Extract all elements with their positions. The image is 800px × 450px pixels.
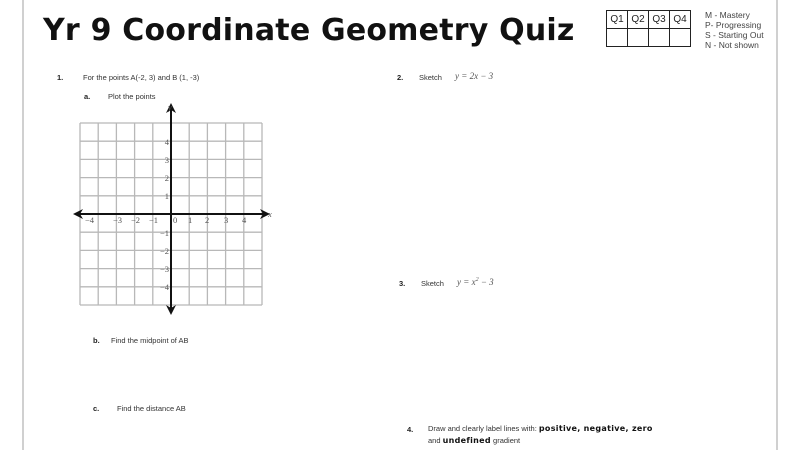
y-tick: 2 xyxy=(164,173,169,183)
y-tick: 1 xyxy=(164,191,169,201)
x-tick: −3 xyxy=(112,215,122,225)
y-tick: −2 xyxy=(159,246,169,256)
legend-progressing: P- Progressing xyxy=(705,20,762,30)
score-header-q2: Q2 xyxy=(628,11,649,29)
q3-equation-tail: − 3 xyxy=(478,277,494,287)
q1-text: For the points A(-2, 3) and B (1, -3) xyxy=(83,73,200,82)
y-axis-label: y xyxy=(168,102,172,112)
y-tick: −1 xyxy=(159,228,169,238)
q4-text-3: gradient xyxy=(493,436,521,445)
y-tick: 3 xyxy=(164,155,169,165)
y-tick: 4 xyxy=(164,137,169,147)
legend-not-shown: N - Not shown xyxy=(705,40,759,50)
q1c-label: c. xyxy=(93,404,100,413)
score-header-q3: Q3 xyxy=(649,11,670,29)
q2-equation: y = 2x − 3 xyxy=(455,71,494,81)
x-tick: 2 xyxy=(205,215,210,225)
x-tick: 4 xyxy=(242,215,247,225)
x-tick: 1 xyxy=(188,215,193,225)
x-axis-label: x xyxy=(268,209,272,219)
x-tick: 0 xyxy=(173,215,178,225)
x-tick: −2 xyxy=(130,215,140,225)
q4-line-1 xyxy=(428,424,653,433)
q1b-text: Find the midpoint of AB xyxy=(111,336,189,345)
q1b-label: b. xyxy=(93,336,100,345)
q1c-text: Find the distance AB xyxy=(117,404,186,413)
q4-line-2 xyxy=(428,436,520,445)
x-tick: 3 xyxy=(224,215,229,225)
q4-text-2: and xyxy=(428,436,441,445)
q4-number: 4. xyxy=(407,425,414,434)
score-header-q4: Q4 xyxy=(670,11,691,29)
y-tick: −4 xyxy=(159,282,169,292)
q3-text: Sketch xyxy=(421,279,444,288)
q2-number: 2. xyxy=(397,73,404,82)
q2-text: Sketch xyxy=(419,73,442,82)
q1-number: 1. xyxy=(57,73,64,82)
x-tick: −1 xyxy=(148,215,158,225)
legend-starting-out: S - Starting Out xyxy=(705,30,764,40)
q4-bold-2: undefined xyxy=(442,436,491,445)
y-tick: −3 xyxy=(159,264,169,274)
score-header-q1: Q1 xyxy=(607,11,628,29)
x-tick: −4 xyxy=(84,215,94,225)
q3-equation xyxy=(457,277,494,287)
q3-number: 3. xyxy=(399,279,406,288)
q3-equation-exponent: 2 xyxy=(475,277,479,283)
legend-mastery: M - Mastery xyxy=(705,10,750,20)
q4-bold-1: positive, negative, zero xyxy=(538,424,653,433)
page-title: Yr 9 Coordinate Geometry Quiz xyxy=(43,13,575,48)
q4-text-1: Draw and clearly label lines with: xyxy=(428,424,537,433)
q3-equation-base: y = x xyxy=(457,277,476,287)
q1a-label: a. xyxy=(84,92,91,101)
q1a-text: Plot the points xyxy=(108,92,156,101)
